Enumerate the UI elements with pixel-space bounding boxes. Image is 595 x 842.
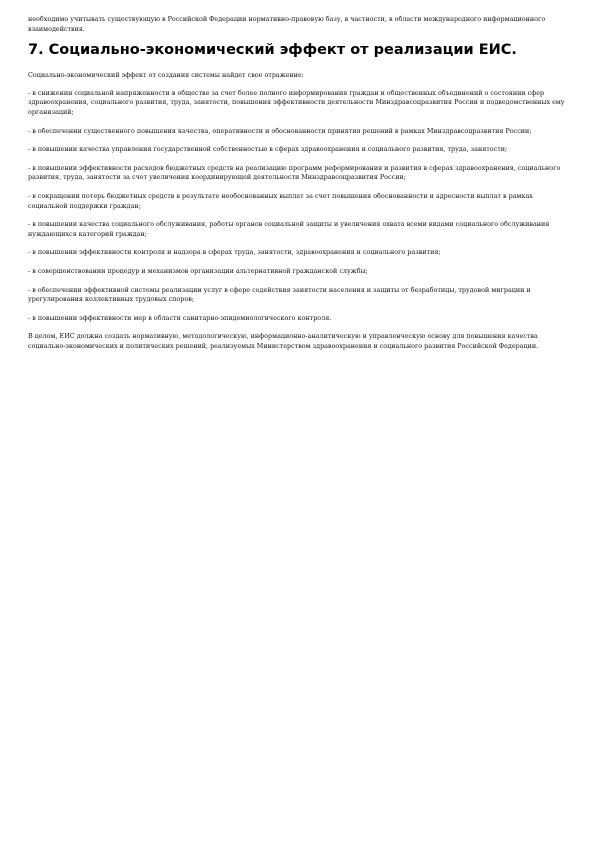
effect-item: - в совершенствовании процедур и механизмов организации альтернативной гражданской службы; xyxy=(28,266,368,275)
effect-item: - в повышении качества социального обслуживания, работы органов социальной защиты и увеличения охвата всеми видами социального обслуживания нуждающихся категорий граждан; xyxy=(28,220,550,238)
effect-item: - в повышении качества управления государственной собственностью в сферах здравоохранения и социального развития, труда, занятости; xyxy=(28,145,508,154)
effects-list xyxy=(28,89,566,324)
effect-item: - в обеспечении эффективной системы реализации услуг в сфере содействия занятости населения и защиты от безработицы, трудовой миграции и урегулирования коллективных трудовых споров; xyxy=(28,285,531,304)
document-page xyxy=(28,15,566,351)
lead-paragraph: Социально-экономический эффект от создания системы найдет свое отражение: xyxy=(28,71,304,80)
effect-item: - в повышении эффективности мер в области санитарно-эпидемиологического контроля. xyxy=(28,313,332,322)
effect-item: - в снижении социальной напряженности в обществе за счет более полного информирования граждан и общественных объединений о состоянии сфер здравоохранения, социального развития, труда, занятости, повышения эффективности деятельности Минздравсоцразвития России и подведомственных ему организаций; xyxy=(28,88,565,116)
effect-item: - в обеспечении существенного повышения качества, оперативности и обоснованности принятия решений в рамках Минздравсоцразвития России; xyxy=(28,126,532,135)
effect-item: - в повышении эффективности расходов бюджетных средств на реализацию программ реформирования и развития в сферах здравоохранения, социального развития, труда, занятости за счет увеличения координирующей деятельности Минздравсоцразвития России; xyxy=(28,163,561,182)
conclusion-paragraph: В целом, ЕИС должна создать нормативную, методологическую, информационно-аналитическую и управленческую основу для повышения качества социально-экономических и политических решений, реализуемых Министерством здравоохранения и социального развития Российской Федерации. xyxy=(28,332,539,350)
effect-item: - в сокращении потерь бюджетных средств в результате необоснованных выплат за счет повышения обоснованности и адресности выплат в рамках социальной поддержки граждан; xyxy=(28,191,533,210)
intro-paragraph: необходимо учитывать существующую в Российской Федерации нормативно-правовую базу, в частности, в области международного информационного взаимодействия. xyxy=(28,15,546,33)
effect-item: - в повышении эффективности контроля и надзора в сферах труда, занятости, здравоохранения и социального развития; xyxy=(28,248,441,257)
section-heading: 7. Социально-экономический эффект от реализации ЕИС. xyxy=(28,42,517,59)
